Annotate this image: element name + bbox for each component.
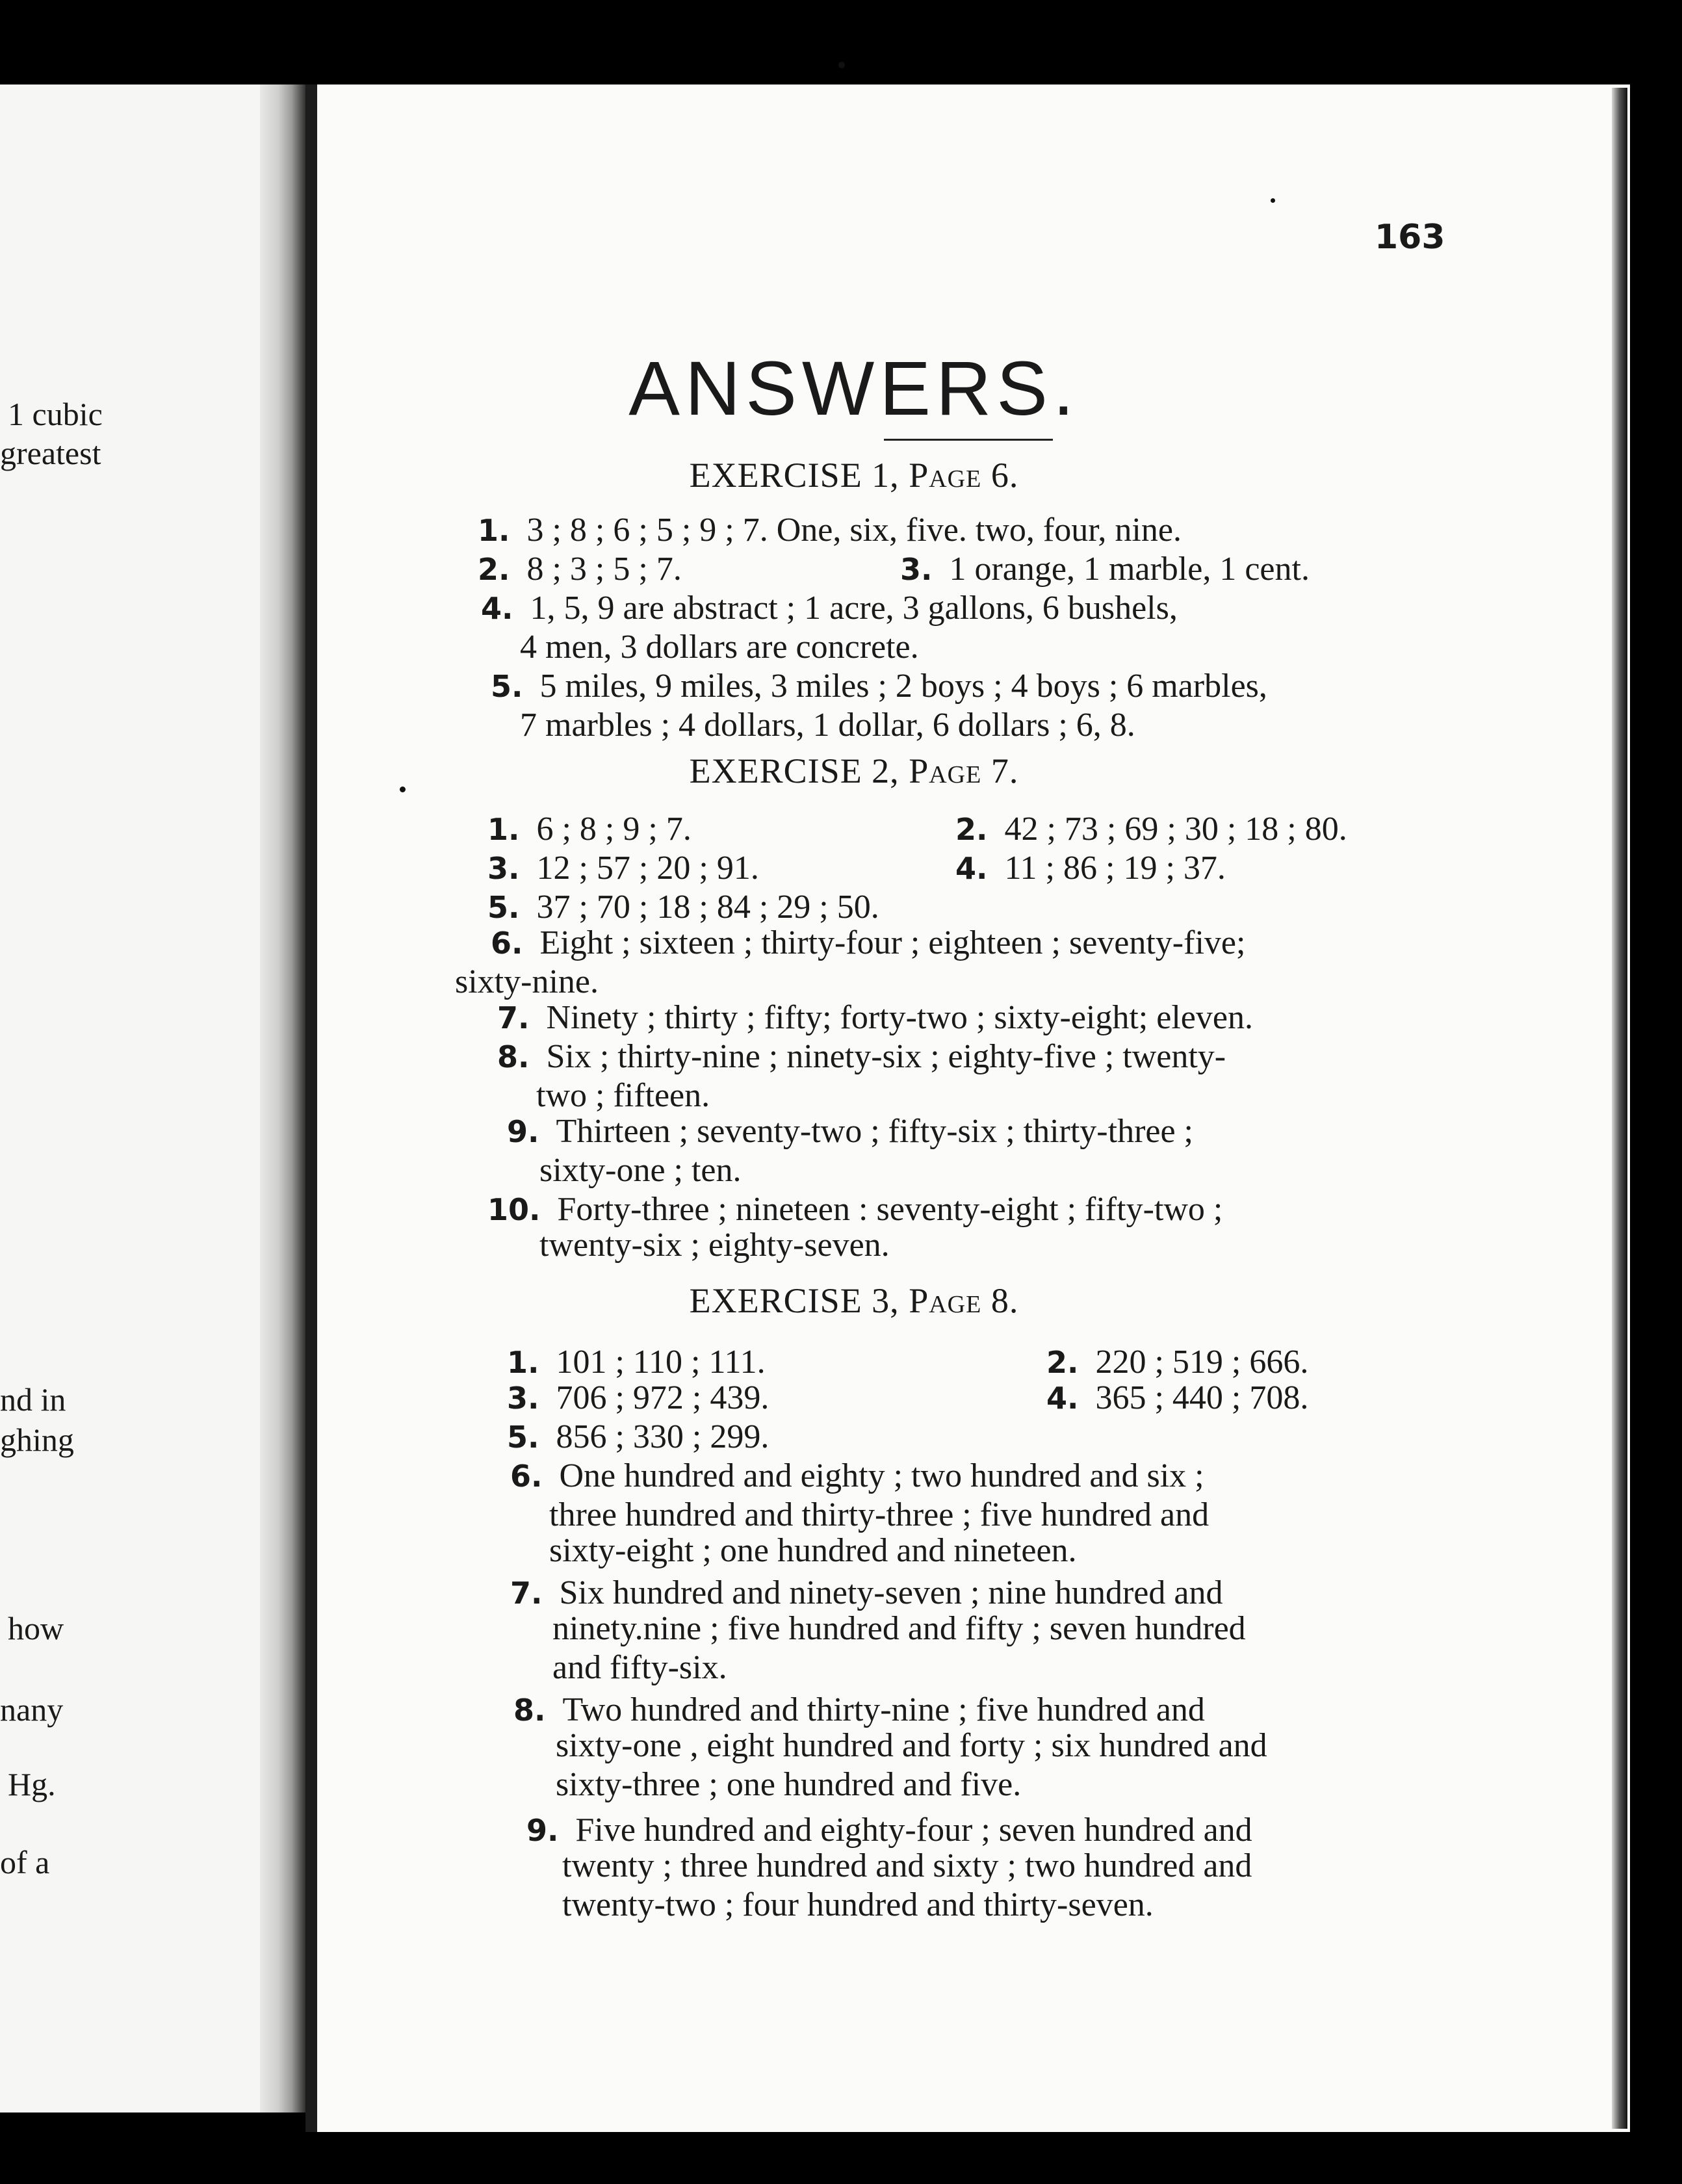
- exercise-heading: [0, 1280, 1682, 1321]
- answer-number: 2.: [478, 552, 510, 587]
- answer-number: 5.: [487, 890, 520, 925]
- answer-number: 1.: [487, 812, 520, 847]
- answer-number: 4.: [955, 851, 988, 886]
- answer-line: [556, 1729, 1267, 1763]
- answer-text: Five hundred and eighty-four ; seven hundred and: [575, 1812, 1252, 1849]
- exercise-heading: [0, 751, 1682, 791]
- answer-text: sixty-one , eight hundred and forty ; six hundred and: [556, 1727, 1267, 1764]
- left-fragment: greatest: [0, 435, 101, 471]
- answer-line: [507, 1115, 1193, 1149]
- answer-number: 8.: [497, 1039, 530, 1074]
- answer-text: and fifty-six.: [552, 1649, 727, 1686]
- answer-number: 1.: [507, 1345, 539, 1380]
- answer-line: [507, 1346, 766, 1379]
- answer-text: 1, 5, 9 are abstract ; 1 acre, 3 gallons, 6 bushels,: [530, 590, 1178, 627]
- answer-line: [487, 1193, 1223, 1227]
- answer-line: [491, 670, 1267, 703]
- answer-text: Six hundred and ninety-seven ; nine hundred and: [559, 1574, 1223, 1611]
- left-fragment: nany: [0, 1691, 64, 1728]
- answer-number: 10.: [487, 1192, 541, 1227]
- answer-text: 3 ; 8 ; 6 ; 5 ; 9 ; 7. One, six, five. two, four, nine.: [526, 512, 1182, 549]
- answer-number: 7.: [510, 1576, 543, 1611]
- answer-text: sixty-three ; one hundred and five.: [556, 1766, 1022, 1803]
- answer-text: 365 ; 440 ; 708.: [1095, 1379, 1309, 1416]
- answer-line: [497, 1001, 1253, 1035]
- answer-text: Two hundred and thirty-nine ; five hundred and: [562, 1691, 1205, 1728]
- answer-line: [481, 592, 1178, 625]
- answer-line: [955, 812, 1347, 846]
- answer-number: 3.: [900, 552, 933, 587]
- answer-text: twenty ; three hundred and sixty ; two hundred and: [562, 1847, 1252, 1884]
- answer-line: [510, 1459, 1204, 1493]
- answer-number: 9.: [507, 1114, 539, 1149]
- answer-line: [487, 812, 692, 846]
- answer-text: twenty-two ; four hundred and thirty-seven.: [562, 1886, 1154, 1923]
- left-fragment: ghing: [0, 1422, 74, 1458]
- answer-line: [552, 1612, 1246, 1646]
- answer-line: [491, 926, 1245, 960]
- answer-line: [536, 1079, 710, 1113]
- answer-text: sixty-nine.: [455, 963, 599, 1000]
- answer-text: 7 marbles ; 4 dollars, 1 dollar, 6 dollars ; 6, 8.: [520, 707, 1135, 744]
- title-rule: [884, 439, 1053, 441]
- answer-line: [955, 852, 1226, 885]
- answer-text: 101 ; 110 ; 111.: [556, 1344, 766, 1381]
- answer-line: [556, 1768, 1021, 1802]
- page-number: 163: [1375, 218, 1445, 257]
- answer-text: 42 ; 73 ; 69 ; 30 ; 18 ; 80.: [1004, 811, 1347, 848]
- answer-number: 6.: [491, 926, 523, 961]
- answer-line: [539, 1154, 742, 1188]
- answer-number: 3.: [507, 1381, 539, 1416]
- left-fragment: nd in: [0, 1381, 66, 1418]
- answer-line: [497, 1040, 1226, 1074]
- answer-text: 220 ; 519 ; 666.: [1095, 1344, 1309, 1381]
- exercise-heading-word: EXERCISE 2,: [689, 751, 899, 790]
- answer-number: 2.: [955, 812, 988, 847]
- left-fragment: of a: [0, 1844, 50, 1880]
- left-fragment: how: [8, 1610, 64, 1646]
- answer-number: 9.: [526, 1813, 559, 1848]
- answer-number: 4.: [481, 591, 513, 626]
- answer-text: One hundred and eighty ; two hundred and six ;: [559, 1457, 1204, 1494]
- answer-text: Six ; thirty-nine ; ninety-six ; eighty-five ; twenty-: [546, 1038, 1226, 1075]
- exercise-heading-page: Page 7.: [909, 751, 1019, 790]
- exercise-heading-word: EXERCISE 1,: [689, 456, 899, 495]
- answer-line: [487, 852, 759, 885]
- answer-line: [526, 1814, 1252, 1847]
- answer-line: [552, 1651, 727, 1685]
- answer-text: 12 ; 57 ; 20 ; 91.: [536, 850, 759, 887]
- page-title: ANSWERS.: [628, 346, 1080, 432]
- answer-text: two ; fifteen.: [536, 1077, 710, 1114]
- answer-number: 6.: [510, 1459, 543, 1494]
- answer-line: [507, 1381, 769, 1415]
- answer-text: 5 miles, 9 miles, 3 miles ; 2 boys ; 4 boys ; 6 marbles,: [539, 668, 1267, 705]
- answer-line: [900, 552, 1310, 586]
- scan-speck: [1271, 198, 1275, 203]
- answer-line: [1046, 1381, 1308, 1415]
- answer-text: ninety.nine ; five hundred and fifty ; seven hundred: [552, 1610, 1246, 1647]
- answer-number: 4.: [1046, 1381, 1079, 1416]
- answer-line: [520, 630, 919, 664]
- exercise-heading-page: Page 8.: [909, 1281, 1019, 1320]
- answer-text: Forty-three ; nineteen : seventy-eight ; fifty-two ;: [557, 1191, 1223, 1228]
- answer-text: Thirteen ; seventy-two ; fifty-six ; thirty-three ;: [556, 1113, 1193, 1150]
- answer-number: 5.: [507, 1420, 539, 1455]
- left-fragment: Hg.: [8, 1766, 56, 1802]
- answer-number: 7.: [497, 1000, 530, 1035]
- exercise-heading-page: Page 6.: [909, 456, 1019, 495]
- answer-line: [549, 1498, 1209, 1532]
- left-fragment: 1 cubic: [8, 396, 103, 432]
- answer-line: [455, 965, 599, 999]
- answer-line: [562, 1849, 1252, 1883]
- answer-line: [562, 1888, 1154, 1922]
- answer-number: 5.: [491, 669, 523, 704]
- answer-line: [487, 890, 879, 924]
- scan-speck: [400, 786, 406, 792]
- answer-line: [510, 1576, 1223, 1610]
- answer-line: [478, 514, 1182, 547]
- answer-text: Ninety ; thirty ; fifty; forty-two ; sixty-eight; eleven.: [546, 999, 1253, 1036]
- answer-line: [520, 708, 1135, 742]
- answer-text: 6 ; 8 ; 9 ; 7.: [536, 811, 692, 848]
- answer-text: 37 ; 70 ; 18 ; 84 ; 29 ; 50.: [536, 889, 879, 926]
- answer-line: [478, 552, 682, 586]
- answer-line: [507, 1420, 769, 1454]
- exercise-heading: [0, 455, 1682, 495]
- answer-line: [539, 1228, 890, 1262]
- answer-text: three hundred and thirty-three ; five hundred and: [549, 1496, 1210, 1533]
- answer-text: 706 ; 972 ; 439.: [556, 1379, 770, 1416]
- answer-text: 8 ; 3 ; 5 ; 7.: [526, 551, 682, 588]
- answer-line: [513, 1693, 1205, 1727]
- answer-number: 1.: [478, 513, 510, 548]
- answer-line: [1046, 1346, 1308, 1379]
- answer-number: 2.: [1046, 1345, 1079, 1380]
- answer-text: 856 ; 330 ; 299.: [556, 1418, 770, 1455]
- answer-text: 4 men, 3 dollars are concrete.: [520, 629, 919, 666]
- scan-speck: [838, 62, 845, 68]
- answer-text: twenty-six ; eighty-seven.: [539, 1227, 890, 1264]
- answer-number: 3.: [487, 851, 520, 886]
- answer-text: sixty-eight ; one hundred and nineteen.: [549, 1532, 1077, 1569]
- answer-line: [549, 1534, 1077, 1568]
- answer-text: Eight ; sixteen ; thirty-four ; eighteen ; seventy-five;: [539, 924, 1246, 961]
- answer-number: 8.: [513, 1693, 546, 1728]
- answer-text: 11 ; 86 ; 19 ; 37.: [1004, 850, 1226, 887]
- exercise-heading-word: EXERCISE 3,: [689, 1281, 899, 1320]
- answer-text: 1 orange, 1 marble, 1 cent.: [949, 551, 1310, 588]
- answer-text: sixty-one ; ten.: [539, 1152, 742, 1189]
